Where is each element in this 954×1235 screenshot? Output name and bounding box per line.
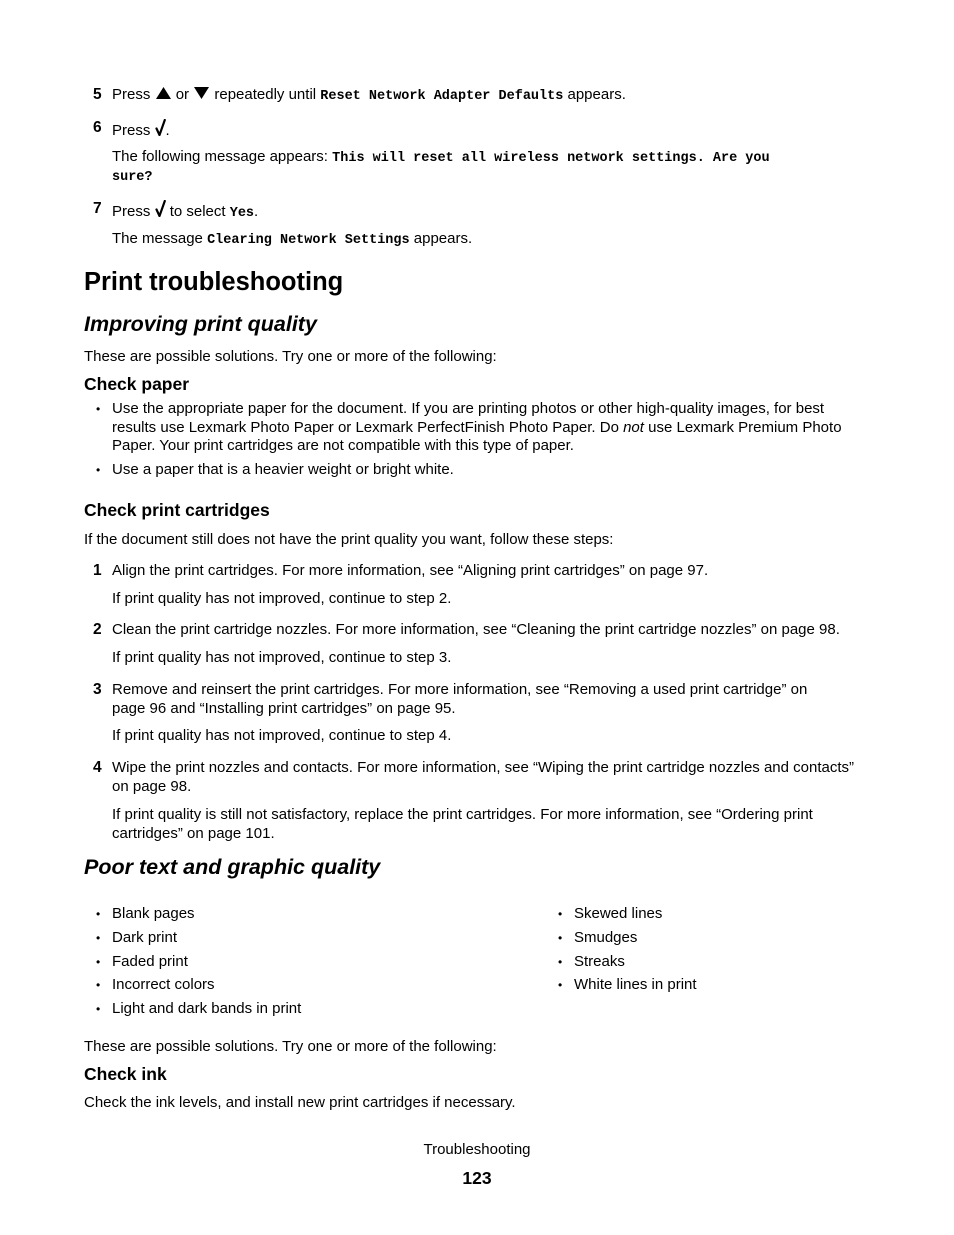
symptom-item: Light and dark bands in print bbox=[112, 1000, 302, 1017]
step-text: repeatedly until bbox=[214, 86, 317, 103]
emphasis-text: not bbox=[623, 418, 644, 436]
step-text: to select bbox=[169, 203, 226, 220]
paper-bullet-line: Paper. Your print cartridges are not compatible with this type of paper. bbox=[112, 437, 574, 455]
bullet: • bbox=[96, 931, 101, 945]
paper-bullet-line bbox=[112, 419, 842, 438]
step-number: 3 bbox=[93, 681, 102, 698]
menu-code: Yes bbox=[229, 206, 255, 221]
step-text: . bbox=[165, 122, 170, 139]
cartridge-step-text: Clean the print cartridge nozzles. For more information, see “Cleaning the print cartridge nozzles” on page 98. bbox=[112, 621, 840, 638]
symptom-item: White lines in print bbox=[574, 976, 697, 993]
text-span: results use Lexmark Photo Paper or Lexmark PerfectFinish Photo Paper. Do bbox=[112, 418, 619, 436]
intro-text: These are possible solutions. Try one or more of the following: bbox=[84, 348, 497, 365]
bullet: • bbox=[96, 978, 101, 992]
text-line: Remove and reinsert the print cartridges. For more information, see “Removing a used print cartridge” on bbox=[112, 681, 808, 698]
symptom-item: Faded print bbox=[112, 953, 188, 970]
text-line: Wipe the print nozzles and contacts. For more information, see “Wiping the print cartridge nozzles and contacts” bbox=[112, 759, 855, 776]
step-text: Press bbox=[112, 86, 151, 103]
check-cartridges-heading: Check print cartridges bbox=[84, 500, 270, 520]
step-text: Press bbox=[112, 203, 151, 220]
step-number: 6 bbox=[93, 119, 102, 136]
bullet: • bbox=[558, 955, 563, 969]
section-title: Print troubleshooting bbox=[84, 268, 344, 296]
message-code: sure? bbox=[112, 170, 153, 185]
text-line: cartridges” on page 101. bbox=[112, 824, 275, 842]
step-text: appears. bbox=[567, 86, 626, 103]
step-number: 4 bbox=[93, 759, 102, 776]
step-text: appears. bbox=[413, 230, 473, 247]
menu-code: Reset Network Adapter Defaults bbox=[320, 89, 564, 104]
cartridge-step-follow: If print quality has not improved, continue to step 4. bbox=[112, 727, 452, 744]
step-text: Press bbox=[112, 122, 151, 139]
cartridge-step-follow: If print quality has not improved, continue to step 2. bbox=[112, 590, 452, 607]
bullet: • bbox=[96, 907, 101, 921]
bullet: • bbox=[558, 907, 563, 921]
message-label: The message bbox=[112, 230, 203, 247]
symptom-item: Incorrect colors bbox=[112, 976, 215, 993]
cartridge-step-follow bbox=[112, 806, 813, 843]
step-7-text bbox=[112, 200, 258, 224]
subsection-title: Poor text and graphic quality bbox=[84, 855, 381, 879]
bullet: • bbox=[558, 931, 563, 945]
step-6-message-cont bbox=[112, 167, 153, 188]
step-number: 1 bbox=[93, 562, 102, 579]
symptom-item: Skewed lines bbox=[574, 905, 663, 922]
symptom-item: Dark print bbox=[112, 929, 178, 946]
checkmark-icon bbox=[155, 119, 166, 136]
step-text: . bbox=[254, 203, 259, 220]
paper-bullet-1 bbox=[112, 400, 842, 456]
message-label: The following message appears: bbox=[112, 148, 328, 165]
text-line: on page 98. bbox=[112, 777, 192, 795]
text-line: page 96 and “Installing print cartridges” on page 95. bbox=[112, 699, 456, 717]
cartridges-intro: If the document still does not have the print quality you want, follow these steps: bbox=[84, 531, 614, 548]
step-6-text bbox=[112, 119, 170, 141]
check-ink-text: Check the ink levels, and install new print cartridges if necessary. bbox=[84, 1094, 516, 1111]
check-paper-heading: Check paper bbox=[84, 374, 190, 394]
step-number: 7 bbox=[93, 200, 102, 217]
footer-chapter: Troubleshooting bbox=[423, 1141, 531, 1158]
message-code: Clearing Network Settings bbox=[207, 233, 410, 248]
subsection-title: Improving print quality bbox=[84, 312, 317, 336]
step-text: or bbox=[175, 86, 190, 103]
bullet: • bbox=[96, 1002, 101, 1016]
symptom-item: Smudges bbox=[574, 929, 638, 946]
message-code: This will reset all wireless network settings. Are you bbox=[332, 151, 770, 166]
page-number: 123 bbox=[462, 1168, 492, 1188]
up-triangle-icon bbox=[155, 86, 172, 100]
symptom-item: Streaks bbox=[574, 953, 625, 970]
bullet: • bbox=[96, 955, 101, 969]
down-triangle-icon bbox=[193, 86, 210, 100]
bullet: • bbox=[96, 463, 101, 477]
checkmark-icon bbox=[155, 200, 166, 217]
step-5-text bbox=[112, 86, 626, 107]
paper-bullet-line: Use the appropriate paper for the document. If you are printing photos or other high-quality images, for best bbox=[112, 400, 825, 417]
cartridge-step-text bbox=[112, 681, 807, 718]
text-span: use Lexmark Premium Photo bbox=[648, 418, 842, 436]
paper-bullet-2: Use a paper that is a heavier weight or bright white. bbox=[112, 461, 454, 478]
step-6-message bbox=[112, 148, 872, 169]
intro-text: These are possible solutions. Try one or more of the following: bbox=[84, 1038, 497, 1055]
bullet: • bbox=[558, 978, 563, 992]
cartridge-step-follow: If print quality has not improved, continue to step 3. bbox=[112, 649, 452, 666]
step-number: 5 bbox=[93, 86, 102, 103]
cartridge-step-text bbox=[112, 759, 854, 796]
step-7-message bbox=[112, 230, 472, 251]
step-number: 2 bbox=[93, 621, 102, 638]
bullet: • bbox=[96, 402, 101, 416]
cartridge-step-text: Align the print cartridges. For more information, see “Aligning print cartridges” on page 97. bbox=[112, 562, 709, 579]
check-ink-heading: Check ink bbox=[84, 1064, 167, 1084]
text-line: If print quality is still not satisfactory, replace the print cartridges. For more information, see “Ordering print bbox=[112, 806, 813, 823]
symptom-item: Blank pages bbox=[112, 905, 195, 922]
